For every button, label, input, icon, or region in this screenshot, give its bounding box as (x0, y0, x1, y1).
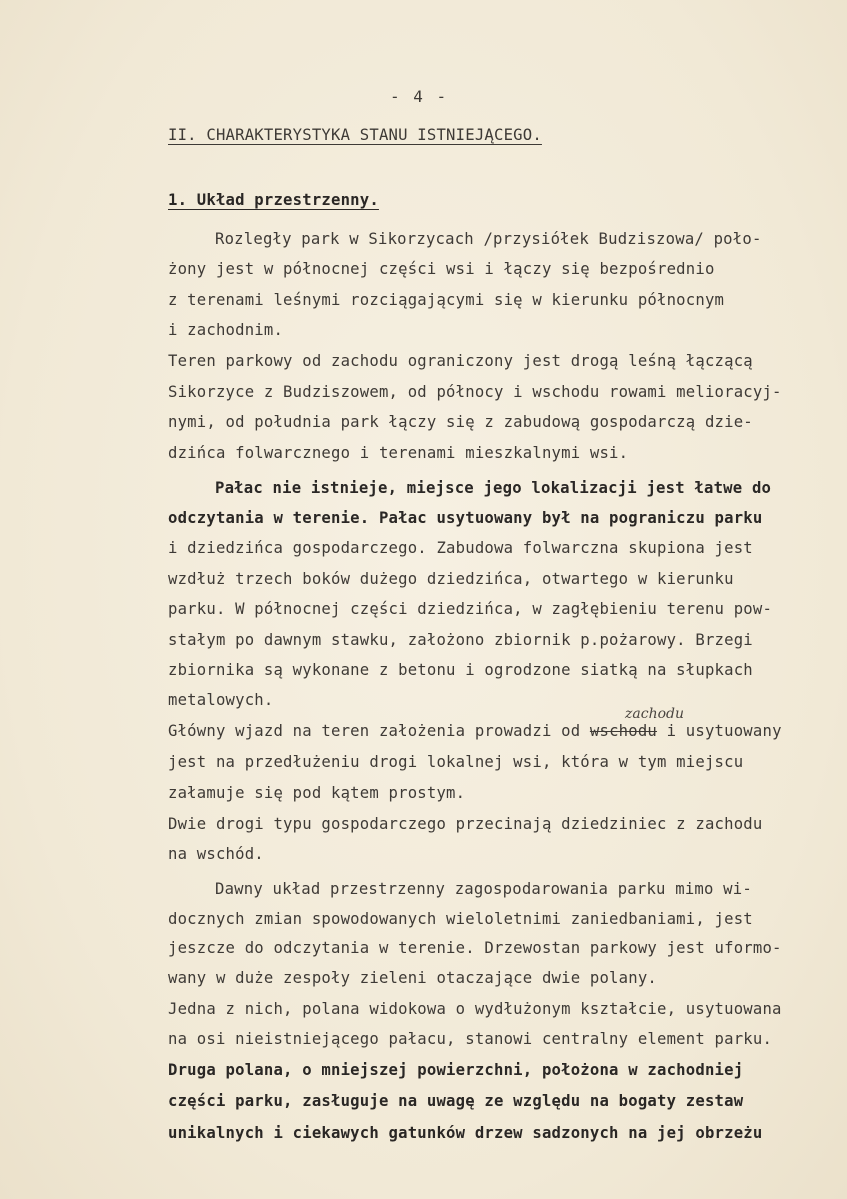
struck-word: wschodu (589, 722, 658, 740)
text-line: stałym po dawnym stawku, założono zbiornik p.pożarowy. Brzegi (168, 631, 753, 649)
text-line: Druga polana, o mniejszej powierzchni, położona w zachodniej (168, 1061, 744, 1079)
text-line: Pałac nie istnieje, miejsce jego lokalizacji jest łatwe do (215, 479, 772, 497)
text-line: wany w duże zespoły zieleni otaczające dwie polany. (168, 969, 657, 987)
text-line: żony jest w północnej części wsi i łączy się bezpośrednio (168, 260, 715, 278)
text-line-with-correction (168, 724, 782, 740)
text-line: dzińca folwarcznego i terenami mieszkalnymi wsi. (168, 444, 629, 462)
text-line: nymi, od południa park łączy się z zabudową gospodarczą dzie- (168, 413, 753, 431)
text-line: na wschód. (168, 845, 264, 863)
text-line: Dawny układ przestrzenny zagospodarowania parku mimo wi- (215, 880, 752, 898)
text-line: Teren parkowy od zachodu ograniczony jest drogą leśną łączącą (168, 352, 753, 370)
text-line: jeszcze do odczytania w terenie. Drzewostan parkowy jest uformo- (168, 939, 782, 957)
text-line: jest na przedłużeniu drogi lokalnej wsi, która w tym miejscu (168, 753, 744, 771)
text-line: na osi nieistniejącego pałacu, stanowi centralny element parku. (168, 1030, 773, 1048)
subsection-title: 1. Układ przestrzenny. (168, 191, 379, 209)
section-title: II. CHARAKTERYSTYKA STANU ISTNIEJĄCEGO. (168, 126, 542, 144)
text-line: unikalnych i ciekawych gatunków drzew sadzonych na jej obrzeżu (168, 1124, 763, 1142)
text-line: załamuje się pod kątem prostym. (168, 784, 466, 802)
page-number: - 4 - (390, 87, 449, 106)
text-line: parku. W północnej części dziedzińca, w zagłębieniu terenu pow- (168, 600, 773, 618)
text-line: metalowych. (168, 691, 274, 709)
text-line: Jedna z nich, polana widokowa o wydłużonym kształcie, usytuowana (168, 1000, 782, 1018)
text-line: wzdłuż trzech boków dużego dziedzińca, otwartego w kierunku (168, 570, 734, 588)
handwritten-correction: zachodu (625, 706, 684, 722)
text-fragment: Główny wjazd na teren założenia prowadzi od (168, 722, 590, 740)
text-line: z terenami leśnymi rozciągającymi się w kierunku północnym (168, 291, 725, 309)
text-line: Dwie drogi typu gospodarczego przecinają dziedziniec z zachodu (168, 815, 763, 833)
text-line: i dziedzińca gospodarczego. Zabudowa folwarczna skupiona jest (168, 539, 753, 557)
text-line: zbiornika są wykonane z betonu i ogrodzone siatką na słupkach (168, 661, 753, 679)
text-line: i zachodnim. (168, 321, 284, 339)
text-line: części parku, zasługuje na uwagę ze względu na bogaty zestaw (168, 1092, 744, 1110)
text-line: Rozległy park w Sikorzycach /przysiółek Budziszowa/ poło- (215, 230, 762, 248)
text-fragment: i usytuowany (657, 722, 782, 740)
text-line: Sikorzyce z Budziszowem, od północy i wschodu rowami melioracyj- (168, 383, 782, 401)
text-line: docznych zmian spowodowanych wieloletnimi zaniedbaniami, jest (168, 910, 753, 928)
text-line: odczytania w terenie. Pałac usytuowany był na pograniczu parku (168, 509, 763, 527)
